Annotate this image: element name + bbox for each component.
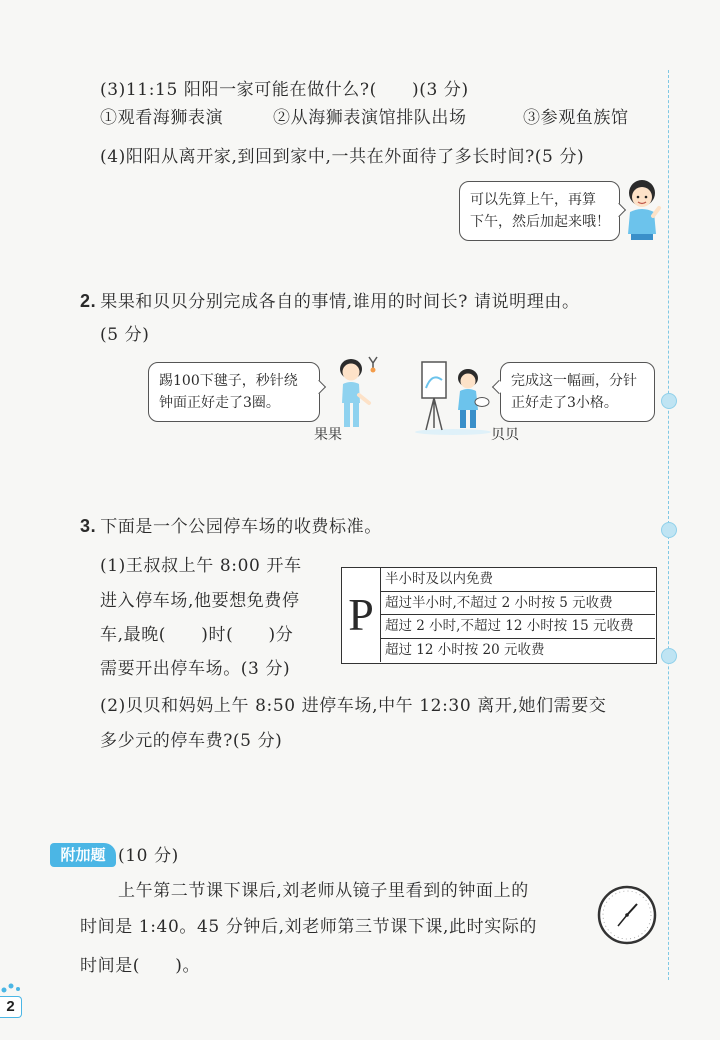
q3-part1-line-2: 进入停车场,他要想免费停 — [100, 591, 300, 611]
q3-part1-line-3: 车,最晚( )时( )分 — [100, 625, 294, 645]
fee-rule-2: 超过半小时,不超过 2 小时按 5 元收费 — [381, 592, 655, 616]
beibei-bubble — [500, 362, 655, 422]
beibei-line-2: 正好走了3小格。 — [511, 395, 618, 411]
guoguo-line-1: 踢100下毽子，秒针绕 — [159, 373, 298, 389]
q1-part4: (4)阳阳从离开家,到回到家中,一共在外面待了多长时间?(5 分) — [100, 147, 585, 167]
beibei-illustration — [412, 358, 494, 436]
q1-part3: (3)11:15 阳阳一家可能在做什么?( )(3 分) — [100, 80, 469, 100]
bonus-badge: 附加题 — [50, 843, 116, 867]
q2-points: (5 分) — [100, 325, 150, 345]
guoguo-bubble — [148, 362, 320, 422]
parking-fee-table — [341, 567, 657, 664]
parking-sign: P — [342, 568, 381, 662]
q3-part1-line-4: 需要开出停车场。(3 分) — [100, 659, 291, 679]
guoguo-illustration — [327, 355, 387, 435]
fee-rule-4: 超过 12 小时按 20 元收费 — [385, 641, 545, 658]
fee-rule-1: 半小时及以内免费 — [381, 568, 655, 592]
q2-text: 果果和贝贝分别完成各自的事情,谁用的时间长? 请说明理由。 — [100, 292, 580, 312]
page-number: 2 — [0, 996, 22, 1018]
beibei-line-1: 完成这一幅画，分针 — [511, 373, 637, 389]
bonus-line-2: 时间是 1:40。45 分钟后,刘老师第三节课下课,此时实际的 — [80, 917, 538, 937]
q2-question — [80, 289, 580, 314]
guoguo-name: 果果 — [314, 427, 342, 443]
margin-tab-1 — [661, 393, 677, 409]
bonus-points: (10 分) — [118, 846, 179, 866]
bonus-line-1: 上午第二节课下课后,刘老师从镜子里看到的钟面上的 — [118, 881, 529, 901]
q3-question — [80, 514, 382, 539]
mirror-clock-icon — [596, 884, 658, 946]
q3-part2-line-2: 多少元的停车费?(5 分) — [100, 731, 283, 751]
hint-line-1: 可以先算上午，再算 — [470, 192, 596, 208]
q3-text: 下面是一个公园停车场的收费标准。 — [100, 517, 382, 537]
q1-option-2: ②从海狮表演馆排队出场 — [273, 108, 467, 128]
boy-illustration — [622, 178, 662, 240]
q1-option-1: ①观看海狮表演 — [100, 108, 224, 128]
bonus-line-3: 时间是( )。 — [80, 956, 201, 976]
hint-line-2: 下午，然后加起来哦！ — [470, 214, 610, 230]
margin-tab-2 — [661, 522, 677, 538]
q3-part2-line-1: (2)贝贝和妈妈上午 8:50 进停车场,中午 12:30 离开,她们需要交 — [100, 696, 607, 716]
guoguo-line-2: 钟面正好走了3圈。 — [159, 395, 280, 411]
beibei-name: 贝贝 — [491, 427, 519, 443]
q3-part1-line-1: (1)王叔叔上午 8:00 开车 — [100, 556, 302, 576]
hint-bubble — [459, 181, 620, 241]
fee-rule-3: 超过 2 小时,不超过 12 小时按 15 元收费 — [381, 615, 655, 639]
drops-icon — [0, 980, 24, 994]
margin-tab-3 — [661, 648, 677, 664]
q3-number: 3. — [80, 516, 97, 536]
q2-number: 2. — [80, 291, 97, 311]
q1-option-3: ③参观鱼族馆 — [523, 108, 629, 128]
